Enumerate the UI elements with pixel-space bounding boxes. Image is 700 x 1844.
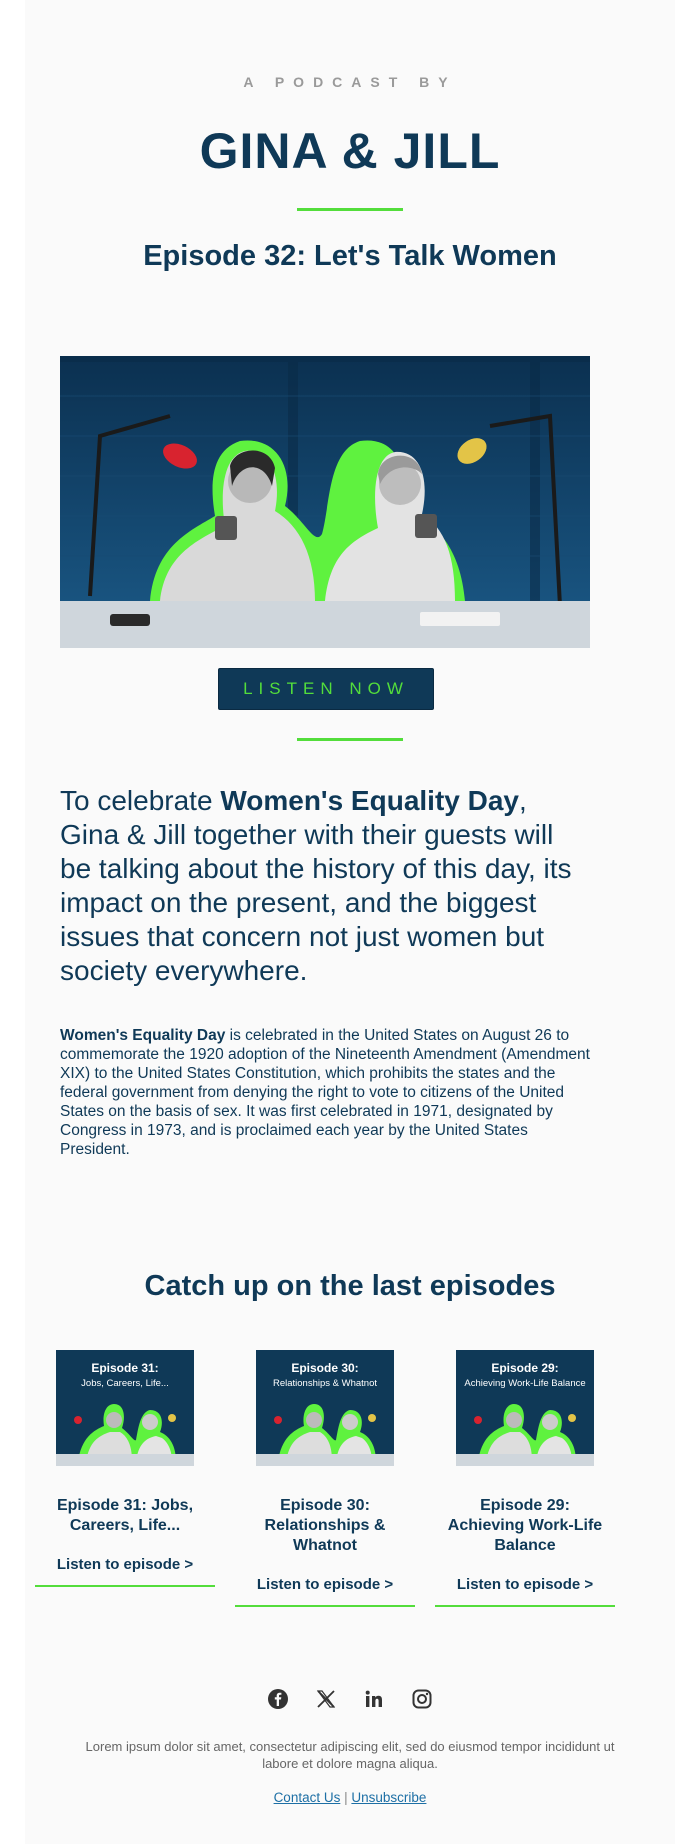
description-highlight: Women's Equality Day [60, 1027, 226, 1044]
intro-text: , Gina & Jill together with their guests will be talking about the history of this day, its impact on the present, and the biggest issues that concern not just women but society everywhere. [60, 785, 572, 986]
episode-card-title: Episode 31: Jobs, Careers, Life... [56, 1497, 194, 1534]
episode-thumbnail[interactable] [56, 1350, 194, 1466]
thumbnail-subtitle: Jobs, Careers, Life... [81, 1378, 169, 1389]
footer-text: Lorem ipsum dolor sit amet, consectetur adipiscing elit, sed do eiusmod tempor incididunt ut labore et dolore magna aliqua. [85, 1739, 615, 1771]
x-icon[interactable] [315, 1688, 337, 1710]
listen-now-button[interactable]: LISTEN NOW [218, 668, 434, 710]
thumbnail-subtitle: Achieving Work-Life Balance [464, 1378, 586, 1389]
linkedin-icon[interactable] [363, 1688, 385, 1710]
listen-to-episode-link[interactable]: Listen to episode > [235, 1576, 415, 1607]
episode-card-title: Episode 29: Achieving Work-Life Balance [447, 1497, 603, 1554]
episode-thumbnail[interactable] [256, 1350, 394, 1466]
episode-card [35, 1350, 215, 1587]
episode-card-title: Episode 30: Relationships & Whatnot [264, 1497, 386, 1554]
podcast-kicker: A PODCAST BY [243, 74, 457, 90]
hero-image [60, 356, 590, 648]
thumbnail-title: Episode 29: [491, 1361, 559, 1375]
episode-title: Episode 32: Let's Talk Women [143, 240, 557, 272]
thumbnail-title: Episode 30: [291, 1361, 359, 1375]
divider [297, 208, 403, 211]
email-page [25, 0, 675, 1844]
description-paragraph [60, 1026, 590, 1159]
thumbnail-title: Episode 31: [91, 1361, 159, 1375]
thumbnail-subtitle: Relationships & Whatnot [272, 1378, 378, 1389]
episodes-heading: Catch up on the last episodes [144, 1270, 556, 1302]
intro-paragraph [60, 784, 590, 988]
unsubscribe-link[interactable]: Unsubscribe [351, 1790, 427, 1805]
divider [297, 738, 403, 741]
contact-us-link[interactable]: Contact Us [273, 1790, 341, 1805]
intro-highlight: Women's Equality Day [220, 785, 519, 816]
footer-links [25, 1790, 675, 1805]
intro-text: To celebrate [60, 785, 221, 816]
episode-thumbnail[interactable] [456, 1350, 594, 1466]
listen-to-episode-link[interactable]: Listen to episode > [435, 1576, 615, 1607]
description-text: is celebrated in the United States on August 26 to commemorate the 1920 adoption of the Nineteenth Amendment (Amendment XIX) to the United States Constitution, which prohibits the states and the federal government from denying the right to vote to citizens of the United States on the basis of sex. It was first celebrated in 1971, designated by Congress in 1973, and is proclaimed each year by the United States President. [60, 1027, 590, 1158]
episode-card [235, 1350, 415, 1607]
episode-card [435, 1350, 615, 1607]
footer-separator: | [344, 1790, 348, 1805]
instagram-icon[interactable] [411, 1688, 433, 1710]
facebook-icon[interactable] [267, 1688, 289, 1710]
listen-to-episode-link[interactable]: Listen to episode > [35, 1556, 215, 1587]
social-links [25, 1688, 675, 1710]
brand-title: GINA & JILL [199, 123, 501, 179]
